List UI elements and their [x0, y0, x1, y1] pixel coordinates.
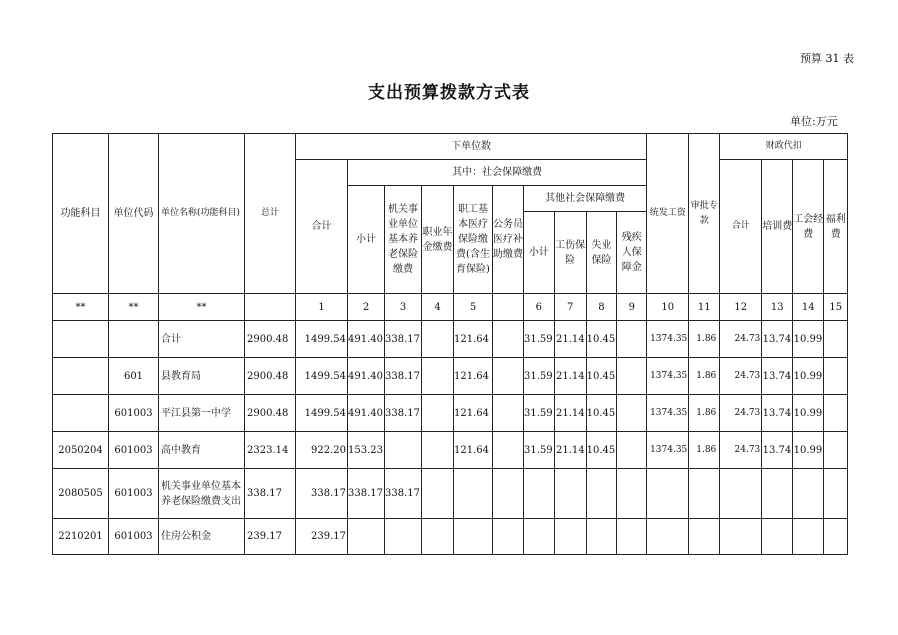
header-union: 工会经费	[793, 160, 824, 294]
cell-pension: 338.17	[385, 358, 422, 395]
cell-func: 2080505	[53, 469, 109, 519]
column-index-cell: 1	[296, 294, 348, 321]
page-title: 支出预算拨款方式表	[368, 83, 530, 103]
cell-injury: 21.14	[554, 432, 586, 469]
cell-name: 机关事业单位基本养老保险缴费支出	[159, 469, 245, 519]
cell-annuity	[422, 432, 454, 469]
cell-medical: 121.64	[454, 432, 493, 469]
column-index-cell: 15	[824, 294, 848, 321]
column-index-cell: **	[53, 294, 109, 321]
cell-lower-total: 239.17	[296, 519, 348, 555]
cell-union	[793, 519, 824, 555]
cell-training: 13.74	[762, 395, 793, 432]
cell-salary: 1374.35	[647, 321, 689, 358]
table-row	[53, 519, 848, 555]
cell-pension	[385, 432, 422, 469]
cell-pension	[385, 519, 422, 555]
cell-annuity	[422, 469, 454, 519]
cell-unemployment: 10.45	[586, 358, 617, 395]
cell-medical: 121.64	[454, 395, 493, 432]
table-row	[53, 432, 848, 469]
cell-unemployment: 10.45	[586, 321, 617, 358]
cell-approval: 1.86	[689, 321, 720, 358]
cell-other-subtotal: 31.59	[524, 432, 555, 469]
cell-name: 高中教育	[159, 432, 245, 469]
column-index-cell: 4	[422, 294, 454, 321]
column-index-cell: 6	[524, 294, 555, 321]
cell-func: 2050204	[53, 432, 109, 469]
column-index-cell: 12	[720, 294, 762, 321]
column-index-cell: 5	[454, 294, 493, 321]
header-medical: 职工基本医疗保险缴费(含生育保险)	[454, 186, 493, 294]
header-fiscal-total: 合计	[720, 160, 762, 294]
column-index-cell: 11	[689, 294, 720, 321]
header-disability: 残疾人保障金	[617, 212, 647, 294]
cell-disability	[617, 321, 647, 358]
column-index-cell: 3	[385, 294, 422, 321]
table-row	[53, 358, 848, 395]
cell-func	[53, 358, 109, 395]
cell-annuity	[422, 321, 454, 358]
cell-func: 2210201	[53, 519, 109, 555]
column-index-cell: 7	[554, 294, 586, 321]
cell-func	[53, 395, 109, 432]
cell-medical	[454, 519, 493, 555]
cell-lower-total: 338.17	[296, 469, 348, 519]
cell-annuity	[422, 358, 454, 395]
header-lower-units: 下单位数	[296, 134, 647, 160]
cell-medical	[454, 469, 493, 519]
cell-other-subtotal: 31.59	[524, 321, 555, 358]
cell-disability	[617, 519, 647, 555]
header-lower-total: 合计	[296, 160, 348, 294]
cell-welfare	[824, 395, 848, 432]
cell-unemployment	[586, 519, 617, 555]
cell-medical: 121.64	[454, 321, 493, 358]
cell-fiscal-total: 24.73	[720, 358, 762, 395]
document-number: 预算 31 表	[800, 52, 854, 65]
cell-total: 2900.48	[245, 358, 296, 395]
header-welfare: 福利费	[824, 160, 848, 294]
cell-total: 2900.48	[245, 395, 296, 432]
cell-name: 住房公积金	[159, 519, 245, 555]
cell-union	[793, 469, 824, 519]
header-subtotal: 小计	[348, 186, 385, 294]
cell-pension: 338.17	[385, 321, 422, 358]
cell-welfare	[824, 358, 848, 395]
cell-approval: 1.86	[689, 432, 720, 469]
cell-fiscal-total: 24.73	[720, 321, 762, 358]
header-fiscal-group: 财政代扣	[720, 134, 848, 160]
column-index-cell: **	[109, 294, 159, 321]
cell-other-subtotal: 31.59	[524, 395, 555, 432]
cell-training: 13.74	[762, 358, 793, 395]
cell-total: 2323.14	[245, 432, 296, 469]
cell-code: 601	[109, 358, 159, 395]
cell-subtotal	[348, 519, 385, 555]
cell-disability	[617, 469, 647, 519]
cell-subtotal: 491.40	[348, 395, 385, 432]
header-social-security-group: 其中：社会保障缴费	[348, 160, 647, 186]
header-training: 培训费	[762, 160, 793, 294]
cell-welfare	[824, 321, 848, 358]
cell-union: 10.99	[793, 432, 824, 469]
header-unit-code: 单位代码	[109, 134, 159, 294]
cell-disability	[617, 395, 647, 432]
column-index-cell: 14	[793, 294, 824, 321]
cell-injury	[554, 469, 586, 519]
header-unit-name: 单位名称(功能科目)	[159, 134, 245, 294]
header-other-subtotal: 小计	[524, 212, 555, 294]
header-other-ss-group: 其他社会保障缴费	[524, 186, 647, 212]
cell-union: 10.99	[793, 358, 824, 395]
cell-func	[53, 321, 109, 358]
cell-name: 县教育局	[159, 358, 245, 395]
cell-subtotal: 153.23	[348, 432, 385, 469]
cell-approval: 1.86	[689, 358, 720, 395]
cell-civil-medical	[493, 358, 524, 395]
cell-salary: 1374.35	[647, 432, 689, 469]
cell-annuity	[422, 395, 454, 432]
cell-code	[109, 321, 159, 358]
table-row	[53, 395, 848, 432]
cell-injury: 21.14	[554, 395, 586, 432]
column-index-cell: **	[159, 294, 245, 321]
cell-lower-total: 1499.54	[296, 395, 348, 432]
cell-fiscal-total	[720, 519, 762, 555]
table-row	[53, 321, 848, 358]
header-injury: 工伤保险	[554, 212, 586, 294]
column-index-cell: 2	[348, 294, 385, 321]
cell-civil-medical	[493, 395, 524, 432]
column-index-row	[53, 294, 848, 321]
header-approval: 审批专款	[689, 134, 720, 294]
cell-lower-total: 922.20	[296, 432, 348, 469]
cell-code: 601003	[109, 432, 159, 469]
cell-subtotal: 491.40	[348, 358, 385, 395]
header-pension: 机关事业单位基本养老保险缴费	[385, 186, 422, 294]
cell-civil-medical	[493, 321, 524, 358]
cell-other-subtotal	[524, 519, 555, 555]
cell-welfare	[824, 432, 848, 469]
cell-approval: 1.86	[689, 395, 720, 432]
cell-total: 338.17	[245, 469, 296, 519]
cell-annuity	[422, 519, 454, 555]
cell-medical: 121.64	[454, 358, 493, 395]
cell-total: 2900.48	[245, 321, 296, 358]
table-row	[53, 469, 848, 519]
cell-welfare	[824, 469, 848, 519]
cell-civil-medical	[493, 519, 524, 555]
cell-code: 601003	[109, 395, 159, 432]
cell-injury: 21.14	[554, 358, 586, 395]
cell-fiscal-total: 24.73	[720, 432, 762, 469]
cell-fiscal-total: 24.73	[720, 395, 762, 432]
cell-approval	[689, 469, 720, 519]
cell-fiscal-total	[720, 469, 762, 519]
cell-name: 平江县第一中学	[159, 395, 245, 432]
column-index-cell: 9	[617, 294, 647, 321]
cell-unemployment	[586, 469, 617, 519]
cell-training	[762, 469, 793, 519]
cell-injury	[554, 519, 586, 555]
cell-training	[762, 519, 793, 555]
header-total: 总计	[245, 134, 296, 294]
cell-unemployment: 10.45	[586, 432, 617, 469]
column-index-cell: 13	[762, 294, 793, 321]
cell-salary	[647, 469, 689, 519]
cell-welfare	[824, 519, 848, 555]
cell-union: 10.99	[793, 395, 824, 432]
header-salary: 统发工资	[647, 134, 689, 294]
cell-civil-medical	[493, 469, 524, 519]
cell-lower-total: 1499.54	[296, 321, 348, 358]
cell-pension: 338.17	[385, 469, 422, 519]
unit-label: 单位:万元	[790, 115, 838, 128]
header-unemployment: 失业保险	[586, 212, 617, 294]
cell-code: 601003	[109, 469, 159, 519]
cell-training: 13.74	[762, 321, 793, 358]
column-index-cell	[493, 294, 524, 321]
cell-pension: 338.17	[385, 395, 422, 432]
cell-salary: 1374.35	[647, 395, 689, 432]
cell-subtotal: 338.17	[348, 469, 385, 519]
cell-name: 合计	[159, 321, 245, 358]
header-annuity: 职业年金缴费	[422, 186, 454, 294]
column-index-cell	[245, 294, 296, 321]
header-civil-medical: 公务员医疗补助缴费	[493, 186, 524, 294]
cell-disability	[617, 432, 647, 469]
budget-table	[52, 133, 848, 555]
cell-civil-medical	[493, 432, 524, 469]
cell-training: 13.74	[762, 432, 793, 469]
cell-salary: 1374.35	[647, 358, 689, 395]
cell-disability	[617, 358, 647, 395]
cell-unemployment: 10.45	[586, 395, 617, 432]
cell-lower-total: 1499.54	[296, 358, 348, 395]
cell-salary	[647, 519, 689, 555]
cell-code: 601003	[109, 519, 159, 555]
cell-union: 10.99	[793, 321, 824, 358]
cell-approval	[689, 519, 720, 555]
column-index-cell: 8	[586, 294, 617, 321]
cell-total: 239.17	[245, 519, 296, 555]
cell-other-subtotal: 31.59	[524, 358, 555, 395]
cell-other-subtotal	[524, 469, 555, 519]
header-func-code: 功能科目	[53, 134, 109, 294]
cell-injury: 21.14	[554, 321, 586, 358]
cell-subtotal: 491.40	[348, 321, 385, 358]
column-index-cell: 10	[647, 294, 689, 321]
